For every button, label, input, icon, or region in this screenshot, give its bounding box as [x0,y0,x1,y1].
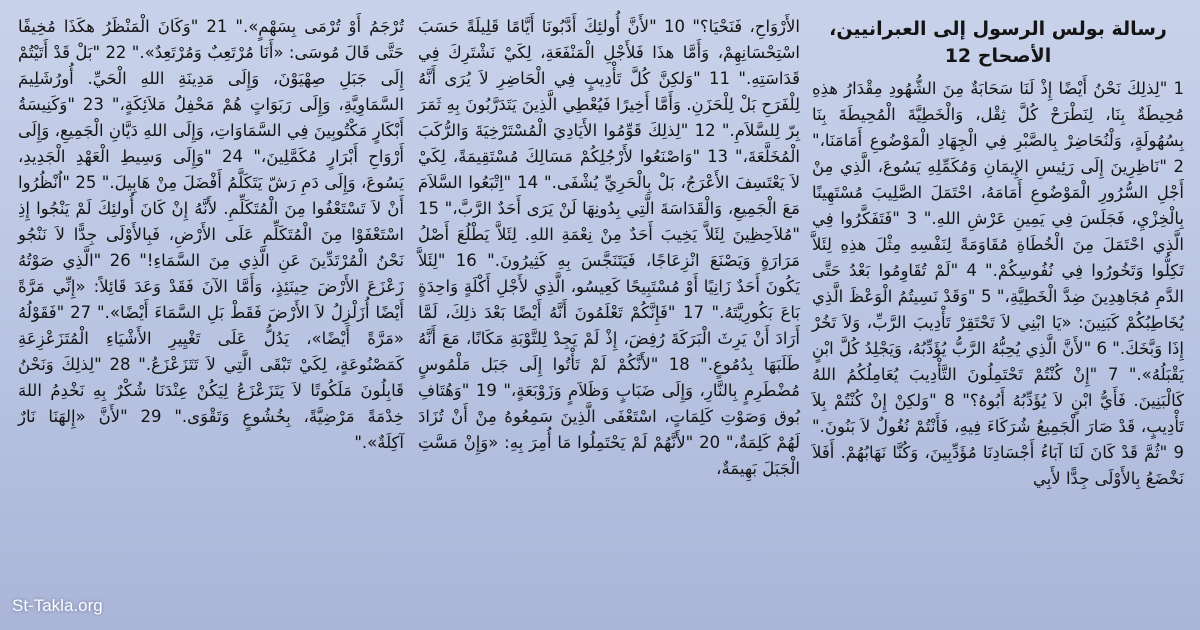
verses-text-right: 1 "لِذلِكَ نَحْنُ أَيْضًا إِذْ لَنَا سَحَابَةٌ مِنَ الشُّهُودِ مِقْدَارُ هذِهِ مُحِيطَةٌ بِنَا، لِنَطْرَحْ كُلَّ ثِقْل، وَالْخَطِيَّةَ الْمُحِيطَةَ بِنَا بِسُهُولَةٍ، وَلْنُحَاضِرْ بِالصَّبْرِ فِي الْجِهَادِ الْمَوْضُوعِ أَمَامَنَا،" 2 "نَاظِرِينَ إِلَى رَئِيسِ الإِيمَانِ وَمُكَمِّلِهِ يَسُوعَ، الَّذِي مِنْ أَجْلِ السُّرُورِ الْمَوْضُوعِ أَمَامَهُ، احْتَمَلَ الصَّلِيبَ مُسْتَهِينًا بِالْخِزْيِ، فَجَلَسَ فِي يَمِينِ عَرْشِ اللهِ." 3 "فَتَفَكَّرُوا فِي الَّذِي احْتَمَلَ مِنَ الْخُطَاةِ مُقَاوَمَةً لِنَفْسِهِ مِثْلَ هذِهِ لِئَلاَّ تَكِلُّوا وَتَخُورُوا فِي نُفُوسِكُمْ." 4 "لَمْ تُقَاوِمُوا بَعْدُ حَتَّى الدَّمِ مُجَاهِدِينَ ضِدَّ الْخَطِيَّةِ،" 5 "وَقَدْ نَسِيتُمُ الْوَعْظَ الَّذِي يُخَاطِبُكُمْ كَبَنِينَ: «يَا ابْنِي لاَ تَحْتَقِرْ تَأْدِيبَ الرَّبِّ، وَلاَ تَخُرْ إِذَا وَبَّخَكَ." 6 "لأَنَّ الَّذِي يُحِبُّهُ الرَّبُّ يُؤَدِّبُهُ، وَيَجْلِدُ كُلَّ ابْنٍ يَقْبَلُهُ»." 7 "إِنْ كُنْتُمْ تَحْتَمِلُونَ التَّأْدِيبَ يُعَامِلُكُمُ اللهُ كَالْبَنِينَ. فَأَيُّ ابْنٍ لاَ يُؤَدِّبُهُ أَبُوهُ؟" 8 "وَلكِنْ إِنْ كُنْتُمْ بِلاَ تَأْدِيبٍ، قَدْ صَارَ الْجَمِيعُ شُرَكَاءَ فِيهِ، فَأَنْتُمْ نُغُولٌ لاَ بَنُونَ." 9 "ثُمَّ قَدْ كَانَ لَنَا آبَاءُ أَجْسَادِنَا مُؤَدِّبِينَ، وَكُنَّا نَهَابُهُمْ. أَفَلاَ نَخْضَعُ بِالأَوْلَى جِدًّا لأَبِي [812,79,1185,488]
text-column-left [18,14,404,456]
text-column-middle [418,14,800,482]
verses-text-middle: الأَرْوَاحِ، فَنَحْيَا؟" 10 "لأَنَّ أُولئِكَ أَدَّبُونَا أَيَّامًا قَلِيلَةً حَسَبَ اسْتِحْسَانِهِمْ، وَأَمَّا هذَا فَلأَجْلِ الْمَنْفَعَةِ، لِكَيْ نَشْتَرِكَ فِي قَدَاسَتِهِ." 11 "وَلكِنَّ كُلَّ تَأْدِيبٍ فِي الْحَاضِرِ لاَ يُرَى أَنَّهُ لِلْفَرَحِ بَلْ لِلْحَزَنِ. وَأَمَّا أَخِيرًا فَيُعْطِي الَّذِينَ يَتَدَرَّبُونَ بِهِ ثَمَرَ بِرّ لِلسَّلاَمِ." 12 "لِذلِكَ قَوِّمُوا الأَيَادِيَ الْمُسْتَرْخِيَةَ وَالرُّكَبَ الْمُخَلَّعَةَ،" 13 "وَاصْنَعُوا لأَرْجُلِكُمْ مَسَالِكَ مُسْتَقِيمَةً، لِكَيْ لاَ يَعْتَسِفَ الأَعْرَجُ، بَلْ بِالْحَرِيِّ يُشْفَى." 14 "اِتْبَعُوا السَّلاَمَ مَعَ الْجَمِيعِ، وَالْقَدَاسَةَ الَّتِي بِدُونِهَا لَنْ يَرَى أَحَدٌ الرَّبَّ،" 15 "مُلاَحِظِينَ لِئَلاَّ يَخِيبَ أَحَدٌ مِنْ نِعْمَةِ اللهِ. لِئَلاَّ يَطْلُعَ أَصْلُ مَرَارَةٍ وَيَصْنَعَ انْزِعَاجًا، فَيَتَنَجَّسَ بِهِ كَثِيرُونَ." 16 "لِئَلاَّ يَكُونَ أَحَدٌ زَانِيًا أَوْ مُسْتَبِيحًا كَعِيسُو، الَّذِي لأَجْلِ أَكْلَةٍ وَاحِدَةٍ بَاعَ بَكُورِيَّتَهُ." 17 "فَإِنَّكُمْ تَعْلَمُونَ أَنَّهُ أَيْضًا بَعْدَ ذلِكَ، لَمَّا أَرَادَ أَنْ يَرِثَ الْبَرَكَةَ رُفِضَ، إِذْ لَمْ يَجِدْ لِلتَّوْبَةِ مَكَانًا، مَعَ أَنَّهُ طَلَبَهَا بِدُمُوعٍ." 18 "لأَنَّكُمْ لَمْ تَأْتُوا إِلَى جَبَل مَلْمُوسٍ مُضْطَرِمٍ بِالنَّارِ، وَإِلَى ضَبَابٍ وَظَلاَمٍ وَزَوْبَعَةٍ،" 19 "وَهُتَافِ بُوق وَصَوْتِ كَلِمَاتٍ، اسْتَعْفَى الَّذِينَ سَمِعُوهُ مِنْ أَنْ تُزَادَ لَهُمْ كَلِمَةٌ،" 20 "لأَنَّهُمْ لَمْ يَحْتَمِلُوا مَا أُمِرَ بِهِ: «وَإِنْ مَسَّتِ الْجَبَلَ بَهِيمَةٌ، [417,17,801,478]
verses-text-left: تُرْجَمُ أَوْ تُرْمَى بِسَهْمٍ»." 21 "وَكَانَ الْمَنْظَرُ هكَذَا مُخِيفًا حَتَّى قَالَ مُوسَى: «أَنَا مُرْتَعِبٌ وَمُرْتَعِدٌ»." 22 "بَلْ قَدْ أَتَيْتُمْ إِلَى جَبَلِ صِهْيَوْنَ، وَإِلَى مَدِينَةِ اللهِ الْحَيِّ. أُورُشَلِيمَ السَّمَاوِيَّةِ، وَإِلَى رَبَوَاتٍ هُمْ مَحْفِلُ مَلاَئِكَةٍ،" 23 "وَكَنِيسَةُ أَبْكَارٍ مَكْتُوبِينَ فِي السَّمَاوَاتِ، وَإِلَى اللهِ دَيَّانِ الْجَمِيعِ، وَإِلَى أَرْوَاحِ أَبْرَارٍ مُكَمَّلِينَ،" 24 "وَإِلَى وَسِيطِ الْعَهْدِ الْجَدِيدِ، يَسُوعَ، وَإِلَى دَمِ رَشّ يَتَكَلَّمُ أَفْضَلَ مِنْ هَابِيلَ." 25 "اُنْظُرُوا أَنْ لاَ تَسْتَعْفُوا مِنَ الْمُتَكَلِّمِ. لأَنَّهُ إِنْ كَانَ أُولئِكَ لَمْ يَنْجُوا إِذِ اسْتَعْفَوْا مِنَ الْمُتَكَلِّمِ عَلَى الأَرْضِ، فَبِالأَوْلَى جِدًّا لاَ نَنْجُو نَحْنُ الْمُرْتَدِّينَ عَنِ الَّذِي مِنَ السَّمَاءِ!" 26 "الَّذِي صَوْتُهُ زَعْزَعَ الأَرْضَ حِينَئِذٍ، وَأَمَّا الآنَ فَقَدْ وَعَدَ قَائِلاً: «إِنِّي مَرَّةً أَيْضًا أُزَلْزِلُ لاَ الأَرْضَ فَقَطْ بَلِ السَّمَاءَ أَيْضًا»." 27 "فَقَوْلُهُ «مَرَّةً أَيْضًا»، يَدُلُّ عَلَى تَغْيِيرِ الأَشْيَاءِ الْمُتَزَعْزِعَةِ كَمَصْنُوعَةٍ، لِكَيْ تَبْقَى الَّتِي لاَ تَتَزَعْزَعُ." 28 "لِذلِكَ وَنَحْنُ قَابِلُونَ مَلَكُوتًا لاَ يَتَزَعْزَعُ لِيَكُنْ عِنْدَنَا شُكْرٌ بِهِ نَخْدِمُ اللهَ خِدْمَةً مَرْضِيَّةً، بِخُشُوعٍ وَتَقْوَى." 29 "لأَنَّ «إِلهَنَا نَارٌ آكِلَةٌ»." [18,17,405,452]
site-watermark: St-Takla.org [12,596,103,615]
title-chapter: الأصحاح 12 [944,45,1052,67]
page-title [812,16,1184,70]
title-book: رسالة بولس الرسول إلى العبرانيين، [829,18,1167,40]
text-column-right [812,14,1184,492]
